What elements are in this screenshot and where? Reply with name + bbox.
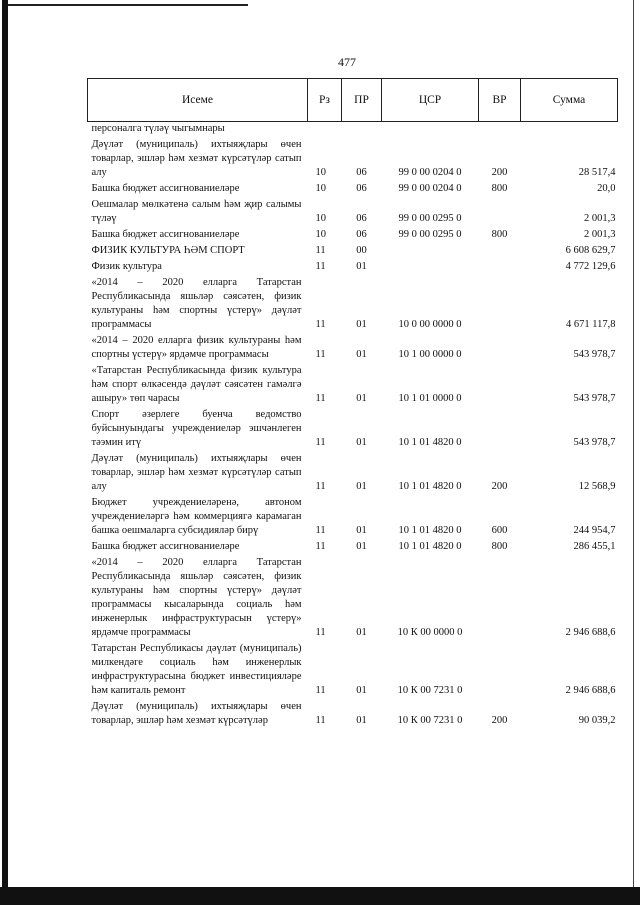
cell-sum: 543 978,7 xyxy=(573,393,616,404)
cell-vr: 200 xyxy=(491,481,508,492)
cell-rz: 11 xyxy=(315,481,326,492)
cell-rz: 11 xyxy=(315,319,326,330)
table-row xyxy=(88,260,618,276)
cell-sum: 286 455,1 xyxy=(573,541,616,552)
cell-sum: 4 772 129,6 xyxy=(565,261,616,272)
cell-name: Бюджет учреждениеләренә, автоном учреждениеләргә һәм коммерциягә карамаган башка оешмаларга субсидияләр бирү xyxy=(91,497,302,536)
cell-vr: 600 xyxy=(491,525,508,536)
cell-sum: 12 568,9 xyxy=(578,481,616,492)
cell-pr: 01 xyxy=(356,437,367,448)
cell-rz: 10 xyxy=(315,167,326,178)
header-rz: Рз xyxy=(308,79,342,122)
cell-rz: 11 xyxy=(315,393,326,404)
cell-rz: 11 xyxy=(315,627,326,638)
cell-vr: 800 xyxy=(491,229,508,240)
cell-name: «Татарстан Республикасында физик культура һәм спорт өлкәсендә дәүләт сәясәтен гамәлгә ашыру» төп чарасы xyxy=(91,365,302,404)
cell-pr: 06 xyxy=(356,183,367,194)
cell-sum: 543 978,7 xyxy=(573,349,616,360)
table-row xyxy=(88,496,618,540)
cell-sum: 2 946 688,6 xyxy=(565,685,616,696)
cell-sum: 2 001,3 xyxy=(584,229,616,240)
cell-pr: 01 xyxy=(356,685,367,696)
cell-pr: 00 xyxy=(356,245,367,256)
cell-name: Дәүләт (муниципаль) ихтыяҗлары өчен товарлар, эшләр һәм хезмәт күрсәтүләр xyxy=(91,701,302,726)
cell-csr: 99 0 00 0204 0 xyxy=(398,183,462,194)
cell-csr: 99 0 00 0295 0 xyxy=(398,229,462,240)
table-row xyxy=(88,408,618,452)
cell-csr: 99 0 00 0204 0 xyxy=(398,167,462,178)
cell-csr: 10 1 01 4820 0 xyxy=(398,525,462,536)
table-row xyxy=(88,244,618,260)
cell-name: Спорт әзерлеге буенча ведомство буйсынуындагы учреждениеләр эшчәнлеген тәэмин итү xyxy=(91,409,302,448)
table-row xyxy=(88,364,618,408)
cell-vr: 200 xyxy=(491,167,508,178)
cell-vr: 800 xyxy=(491,541,508,552)
cell-csr: 10 0 00 0000 0 xyxy=(398,319,462,330)
cell-vr xyxy=(479,408,521,452)
scan-right-edge xyxy=(633,0,634,905)
cell-rz: 11 xyxy=(315,685,326,696)
cell-vr xyxy=(479,260,521,276)
table-row xyxy=(88,182,618,198)
cell-rz: 11 xyxy=(315,525,326,536)
scan-bottom-edge xyxy=(0,887,640,905)
cell-pr: 01 xyxy=(356,481,367,492)
cell-sum: 20,0 xyxy=(597,183,616,194)
cell-csr: 99 0 00 0295 0 xyxy=(398,213,462,224)
cell-name: Физик культура xyxy=(91,261,162,272)
cell-vr xyxy=(479,642,521,700)
cell-name: «2014 – 2020 елларга Татарстан Республикасында яшьләр сәясәтен, физик культураны һәм спортны үстерү» дәүләт программасы xyxy=(91,277,302,330)
cell-rz: 10 xyxy=(315,183,326,194)
cell-vr xyxy=(479,556,521,642)
cell-pr xyxy=(342,122,382,139)
cell-pr: 01 xyxy=(356,261,367,272)
cell-pr: 01 xyxy=(356,525,367,536)
cell-rz xyxy=(308,122,342,139)
cell-pr: 06 xyxy=(356,167,367,178)
cell-vr xyxy=(479,364,521,408)
table-row xyxy=(88,334,618,364)
cell-name: Башка бюджет ассигнованиеләре xyxy=(91,229,240,240)
cell-csr: 10 К 00 7231 0 xyxy=(397,715,463,726)
cell-csr: 10 1 00 0000 0 xyxy=(398,349,462,360)
cell-name: Дәүләт (муниципаль) ихтыяҗлары өчен товарлар, эшләр һәм хезмәт күрсәтүләр сатып алу xyxy=(91,139,302,178)
cell-sum: 6 608 629,7 xyxy=(565,245,616,256)
table-row xyxy=(88,276,618,334)
table-row xyxy=(88,452,618,496)
table-row xyxy=(88,556,618,642)
table-row xyxy=(88,540,618,556)
cell-csr: 10 1 01 4820 0 xyxy=(398,541,462,552)
cell-rz: 11 xyxy=(315,261,326,272)
page-number: 477 xyxy=(338,55,356,69)
cell-csr xyxy=(382,122,479,139)
cell-rz: 10 xyxy=(315,213,326,224)
cell-name: Татарстан Республикасы дәүләт (муниципаль) милкендәге социаль һәм инженерлык инфраструктурасына бюджет инвестицияләре һәм капиталь ремонт xyxy=(91,643,302,696)
header-name: Исеме xyxy=(88,79,308,122)
cell-sum: 2 001,3 xyxy=(584,213,616,224)
header-sum: Сумма xyxy=(521,79,618,122)
table-row xyxy=(88,642,618,700)
cell-pr: 06 xyxy=(356,229,367,240)
cell-vr: 200 xyxy=(491,715,508,726)
cell-sum: 28 517,4 xyxy=(578,167,616,178)
header-pr: ПР xyxy=(342,79,382,122)
cell-name: персоналга түләү чыгымнары xyxy=(91,123,225,134)
cell-name: Башка бюджет ассигнованиеләре xyxy=(91,183,240,194)
cell-name: «2014 – 2020 елларга физик культураны һәм спортны үстерү» ярдәмче программасы xyxy=(91,335,302,360)
cell-vr xyxy=(479,122,521,139)
cell-rz: 11 xyxy=(315,245,326,256)
cell-vr: 800 xyxy=(491,183,508,194)
header-csr: ЦСР xyxy=(382,79,479,122)
cell-csr xyxy=(382,244,479,260)
cell-pr: 01 xyxy=(356,541,367,552)
table-row xyxy=(88,138,618,182)
cell-rz: 11 xyxy=(315,349,326,360)
cell-rz: 11 xyxy=(315,437,326,448)
cell-csr: 10 К 00 7231 0 xyxy=(397,685,463,696)
cell-name: «2014 – 2020 елларга Татарстан Республикасында яшьләр сәясәтен, физик культураны һәм спортны үстерү» дәүләт программасы кысаларында социаль һәм инженерлык инфраструктурасын үстерү» ярдәмче программасы xyxy=(91,557,302,638)
cell-pr: 01 xyxy=(356,349,367,360)
scan-top-mark xyxy=(8,4,248,6)
cell-vr xyxy=(479,276,521,334)
cell-rz: 11 xyxy=(315,541,326,552)
cell-csr xyxy=(382,260,479,276)
cell-pr: 01 xyxy=(356,627,367,638)
cell-vr xyxy=(479,244,521,260)
cell-name: Оешмалар мөлкәтенә салым һәм җир салымы түләү xyxy=(91,199,302,224)
cell-name: ФИЗИК КУЛЬТУРА ҺӘМ СПОРТ xyxy=(91,245,245,256)
cell-pr: 01 xyxy=(356,715,367,726)
cell-pr: 01 xyxy=(356,319,367,330)
budget-table xyxy=(87,78,618,730)
cell-pr: 01 xyxy=(356,393,367,404)
cell-sum: 543 978,7 xyxy=(573,437,616,448)
scan-left-edge xyxy=(2,0,8,905)
table-row xyxy=(88,122,618,139)
cell-pr: 06 xyxy=(356,213,367,224)
cell-vr xyxy=(479,334,521,364)
table-row xyxy=(88,700,618,730)
table-row xyxy=(88,228,618,244)
cell-name: Башка бюджет ассигнованиеләре xyxy=(91,541,240,552)
header-vr: ВР xyxy=(479,79,521,122)
cell-csr: 10 1 01 0000 0 xyxy=(398,393,462,404)
cell-sum: 90 039,2 xyxy=(578,715,616,726)
cell-csr: 10 К 00 0000 0 xyxy=(397,627,463,638)
cell-csr: 10 1 01 4820 0 xyxy=(398,437,462,448)
cell-vr xyxy=(479,198,521,228)
cell-sum: 244 954,7 xyxy=(573,525,616,536)
cell-rz: 11 xyxy=(315,715,326,726)
cell-csr: 10 1 01 4820 0 xyxy=(398,481,462,492)
cell-sum: 4 671 117,8 xyxy=(566,319,616,330)
cell-name: Дәүләт (муниципаль) ихтыяҗлары өчен товарлар, эшләр һәм хезмәт күрсәтүләр сатып алу xyxy=(91,453,302,492)
cell-rz: 10 xyxy=(315,229,326,240)
cell-sum: 2 946 688,6 xyxy=(565,627,616,638)
table-header-row xyxy=(88,79,618,122)
table-row xyxy=(88,198,618,228)
cell-sum xyxy=(521,122,618,139)
